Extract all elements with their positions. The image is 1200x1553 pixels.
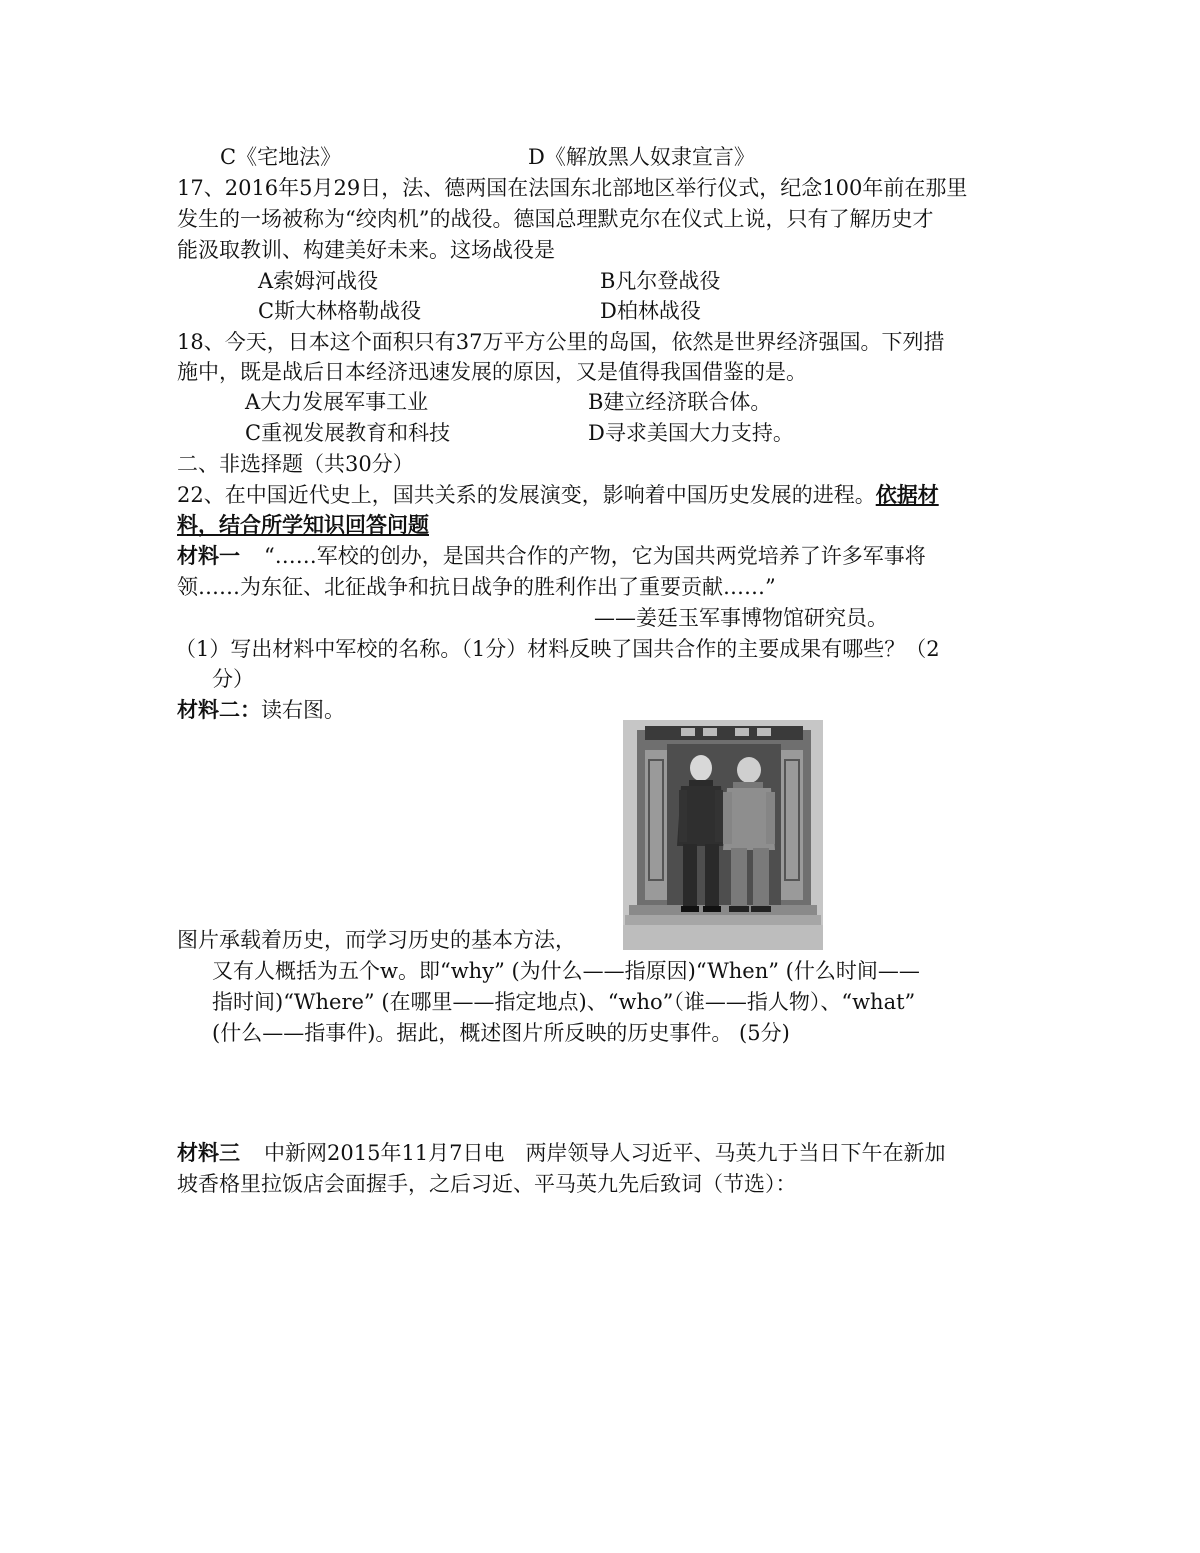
q18-option-d: D寻求美国大力支持。 — [588, 421, 794, 445]
q18-option-a: A大力发展军事工业 — [245, 390, 429, 414]
material3-text-line2: 坡香格里拉饭店会面握手，之后习近、平马英九先后致词（节选）： — [177, 1172, 797, 1196]
five-w-line3: (什么——指事件)。据此，概述图片所反映的历史事件。 (5分) — [212, 1021, 790, 1045]
q16-option-c: C《宅地法》 — [220, 145, 342, 169]
five-w-line2: 指时间)“Where” (在哪里——指定地点)、“who”（谁——指人物）、“what” — [212, 990, 916, 1014]
q18-option-c: C重视发展教育和科技 — [245, 421, 451, 445]
q18-stem-line2: 施中，既是战后日本经济迅速发展的原因，又是值得我国借鉴的是。 — [177, 360, 807, 384]
material2-line — [177, 695, 345, 725]
q16-option-d: D《解放黑人奴隶宣言》 — [528, 145, 755, 169]
material1-label: 材料一 — [177, 543, 240, 568]
q17-stem-line3: 能汲取教训、构建美好未来。这场战役是 — [177, 238, 555, 262]
q22-instruction-part2: 料，结合所学知识回答问题 — [177, 512, 429, 537]
q17-stem-line2: 发生的一场被称为“绞肉机”的战役。德国总理默克尔在仪式上说，只有了解历史才 — [177, 207, 934, 231]
q22-stem-line1 — [177, 480, 939, 510]
photo-caption-line: 图片承载着历史，而学习历史的基本方法， — [177, 928, 576, 952]
material1-quote-line1: “……军校的创办，是国共合作的产物，它为国共两党培养了许多军事将 — [264, 544, 926, 568]
q17-option-d: D柏林战役 — [600, 299, 701, 323]
historical-photo — [623, 720, 823, 950]
section-heading: 二、非选择题（共30分） — [177, 452, 414, 476]
five-w-line1: 又有人概括为五个w。即“why” (为什么——指原因)“When” (什么时间—— — [212, 959, 920, 983]
q17-stem-line1: 17、2016年5月29日，法、德两国在法国东北部地区举行仪式，纪念100年前在那里 — [177, 176, 968, 200]
q17-option-c: C斯大林格勒战役 — [258, 299, 422, 323]
material1-line1 — [177, 541, 926, 571]
q22-stem-text: 22、在中国近代史上，国共关系的发展演变，影响着中国历史发展的进程。 — [177, 483, 876, 507]
material3-label: 材料三 — [177, 1140, 240, 1165]
q18-option-b: B建立经济联合体。 — [588, 390, 772, 414]
material1-source: ——姜廷玉军事博物馆研究员。 — [594, 606, 888, 630]
subquestion1-line2: 分） — [212, 667, 254, 691]
material3-line1 — [177, 1138, 946, 1168]
historical-photo-image — [623, 720, 823, 950]
subquestion1-line1: （1）写出材料中军校的名称。（1分）材料反映了国共合作的主要成果有哪些？（2 — [175, 637, 940, 661]
material1-quote-line2: 领……为东征、北征战争和抗日战争的胜利作出了重要贡献……” — [177, 575, 776, 599]
material2-text: 读右图。 — [261, 698, 345, 722]
material3-text-line1: 中新网2015年11月7日电 两岸领导人习近平、马英九于当日下午在新加 — [264, 1141, 946, 1165]
q17-option-b: B凡尔登战役 — [600, 269, 721, 293]
q22-instruction-part1: 依据材 — [875, 482, 939, 507]
q18-stem-line1: 18、今天，日本这个面积只有37万平方公里的岛国，依然是世界经济强国。下列措 — [177, 330, 945, 354]
q17-option-a: A索姆河战役 — [258, 269, 379, 293]
material2-label: 材料二： — [177, 697, 261, 722]
